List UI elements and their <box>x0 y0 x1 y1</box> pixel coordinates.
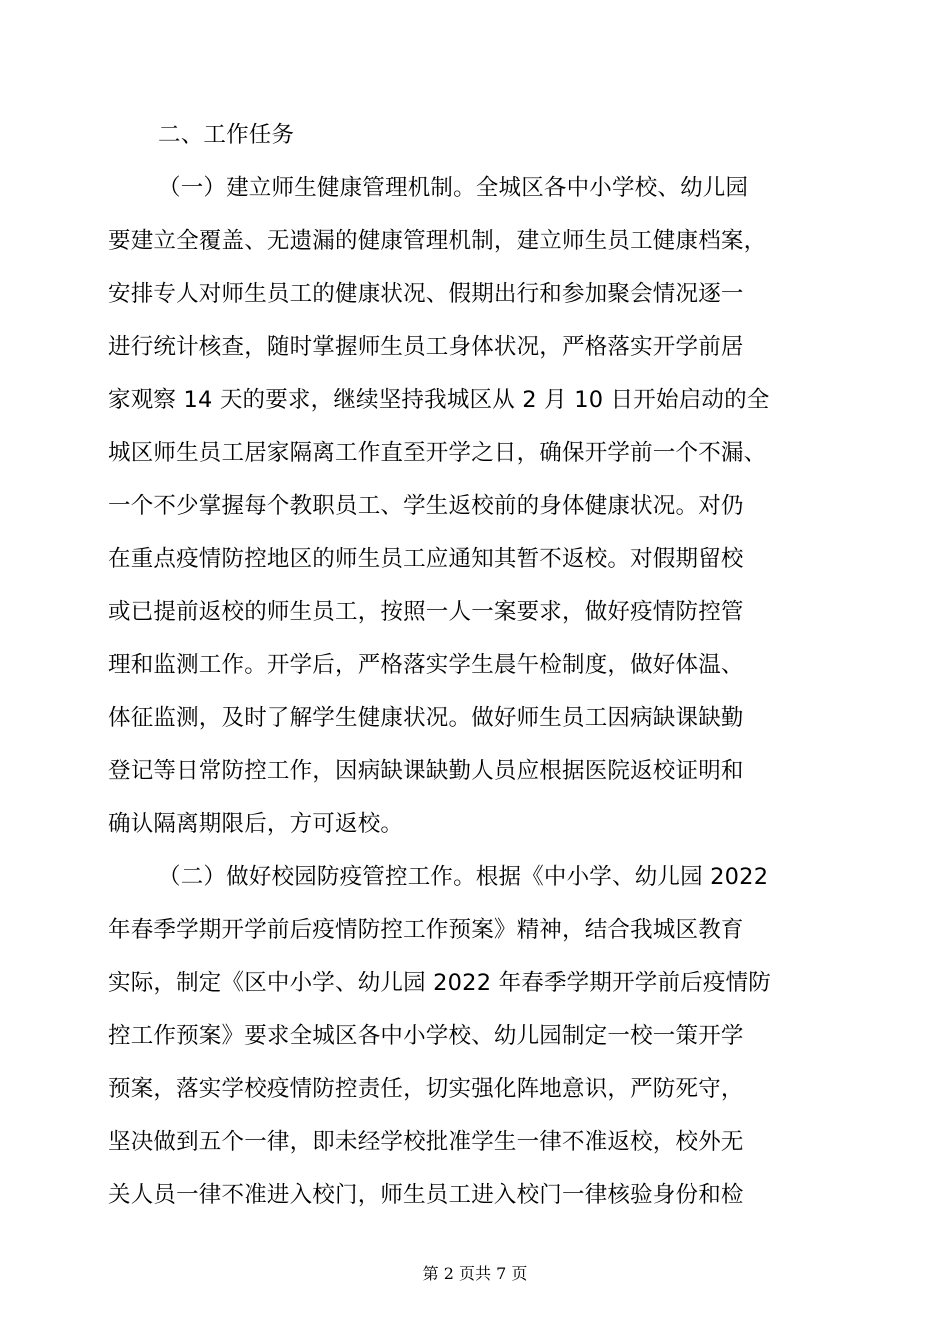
paragraph-1-line-4: 进行统计核查，随时掌握师生员工身体状况，严格落实开学前居 <box>108 334 744 360</box>
paragraph-2-line-3: 实际，制定《区中小学、幼儿园 2022 年春季学期开学前后疫情防 <box>108 970 771 996</box>
paragraph-1-line-13: 确认隔离期限后，方可返校。 <box>108 811 404 837</box>
paragraph-1-line-3: 安排专人对师生员工的健康状况、假期出行和参加聚会情况逐一 <box>108 281 744 307</box>
section-heading: 二、工作任务 <box>158 122 295 148</box>
paragraph-1-line-9: 或已提前返校的师生员工，按照一人一案要求，做好疫情防控管 <box>108 599 744 625</box>
paragraph-2-line-1: （二）做好校园防疫管控工作。根据《中小学、幼儿园 2022 <box>158 864 769 890</box>
paragraph-2-line-5: 预案，落实学校疫情防控责任，切实强化阵地意识，严防死守， <box>108 1076 744 1102</box>
paragraph-1-line-10: 理和监测工作。开学后，严格落实学生晨午检制度，做好体温、 <box>108 652 744 678</box>
page-number-footer: 第 2 页共 7 页 <box>422 1264 528 1283</box>
paragraph-1-line-8: 在重点疫情防控地区的师生员工应通知其暂不返校。对假期留校 <box>108 546 744 572</box>
paragraph-2-line-2: 年春季学期开学前后疫情防控工作预案》精神，结合我城区教育 <box>108 917 744 943</box>
paragraph-2-line-4: 控工作预案》要求全城区各中小学校、幼儿园制定一校一策开学 <box>108 1023 744 1049</box>
paragraph-1-line-1: （一）建立师生健康管理机制。全城区各中小学校、幼儿园 <box>158 175 749 201</box>
paragraph-1-line-5: 家观察 14 天的要求，继续坚持我城区从 2 月 10 日开始启动的全 <box>108 387 770 413</box>
paragraph-2-line-7: 关人员一律不准进入校门，师生员工进入校门一律核验身份和检 <box>108 1182 744 1208</box>
paragraph-1-line-12: 登记等日常防控工作，因病缺课缺勤人员应根据医院返校证明和 <box>108 758 744 784</box>
paragraph-1-line-11: 体征监测，及时了解学生健康状况。做好师生员工因病缺课缺勤 <box>108 705 744 731</box>
paragraph-1-line-6: 城区师生员工居家隔离工作直至开学之日，确保开学前一个不漏、 <box>108 440 767 466</box>
paragraph-1-line-2: 要建立全覆盖、无遗漏的健康管理机制，建立师生员工健康档案， <box>108 228 767 254</box>
paragraph-2-line-6: 坚决做到五个一律，即未经学校批准学生一律不准返校，校外无 <box>108 1129 744 1155</box>
paragraph-1-line-7: 一个不少掌握每个教职员工、学生返校前的身体健康状况。对仍 <box>108 493 744 519</box>
